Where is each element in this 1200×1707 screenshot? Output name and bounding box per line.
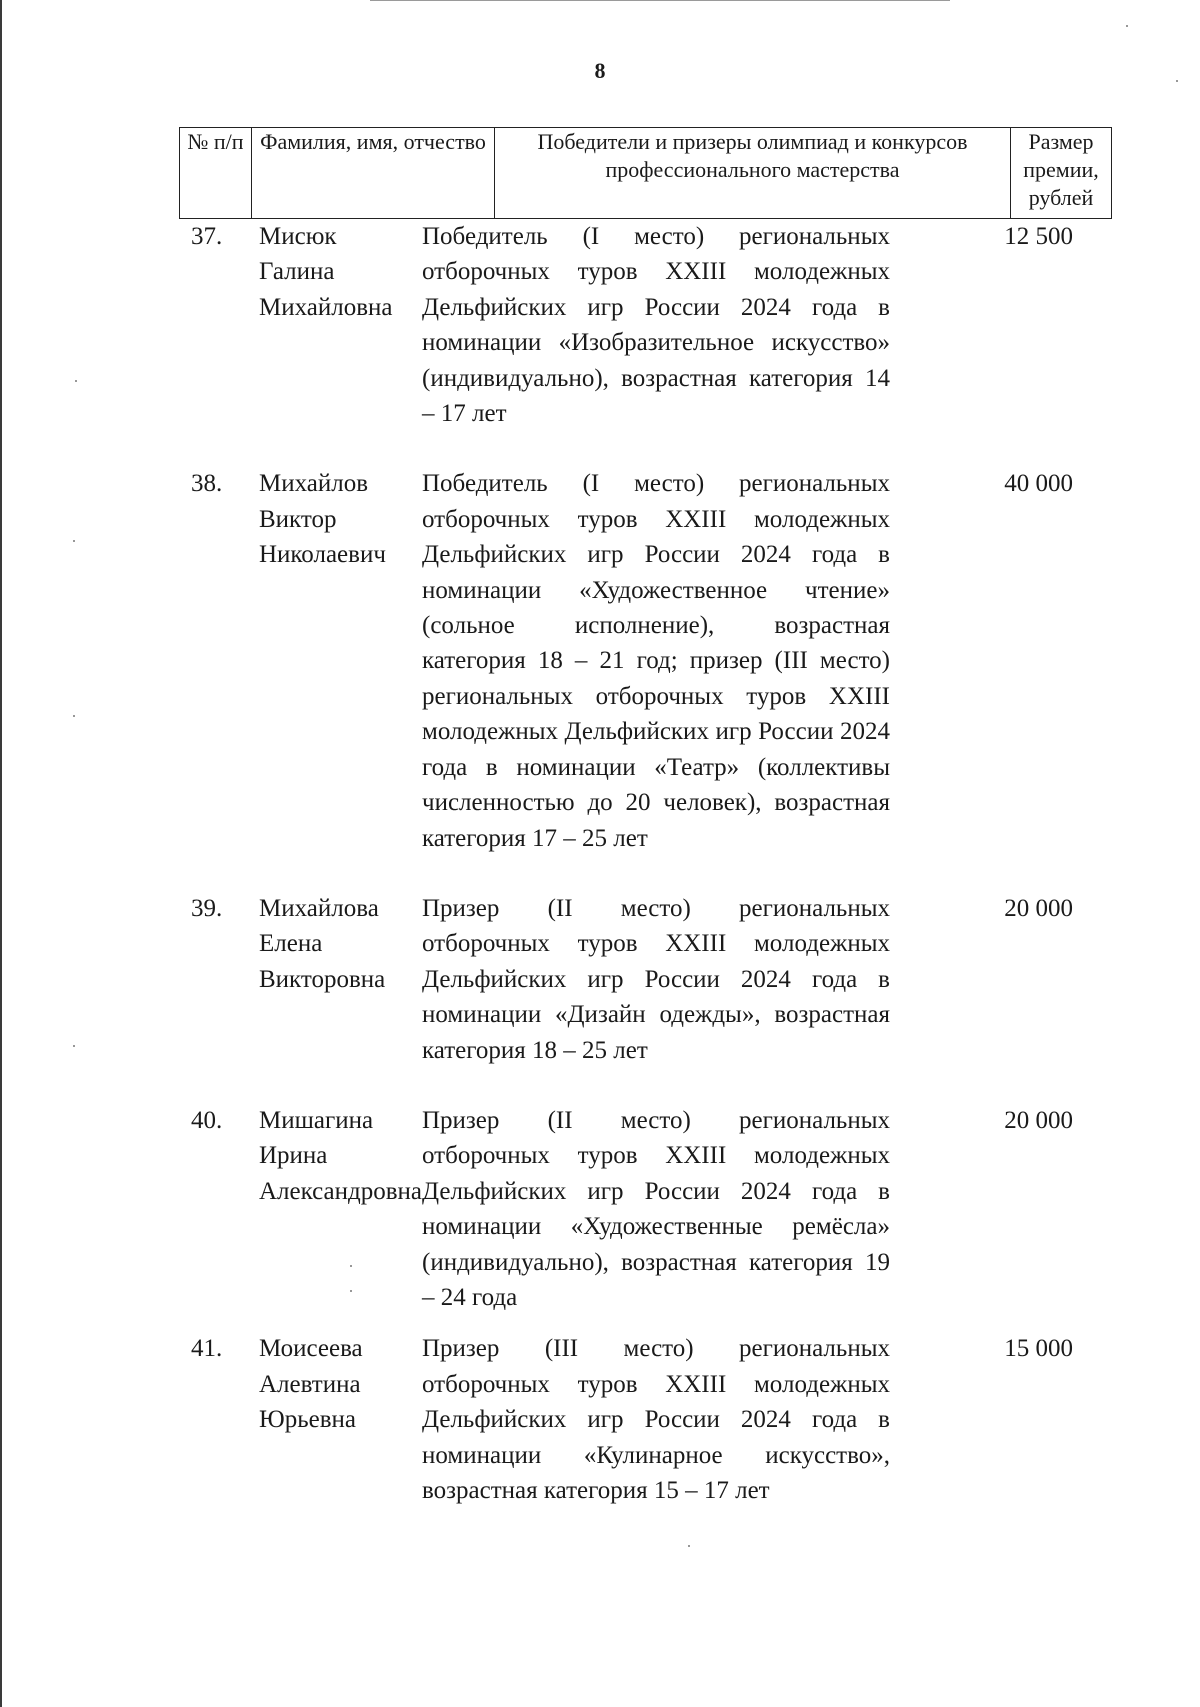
row-name	[179, 466, 422, 855]
row-number: 38.	[191, 470, 223, 498]
scan-speck	[350, 1265, 352, 1267]
table-row	[179, 219, 1111, 431]
row-description: Призер (II место) региональных отборочных туров XXIII молодежных Дельфийских игр России 2024 года в номинации «Дизайн одежды», возрастная категория 18 – 25 лет	[422, 894, 890, 1064]
row-number: 40.	[191, 1106, 223, 1134]
table-header	[179, 127, 1112, 219]
row-number: 37.	[191, 223, 223, 250]
header-number: № п/п	[180, 128, 252, 219]
row-number: 41.	[191, 1335, 223, 1363]
table-body	[179, 219, 1111, 1508]
first-name: Елена	[259, 930, 323, 958]
row-amount: 12 500	[1004, 223, 1073, 250]
scan-speck	[73, 1045, 75, 1047]
patronymic: Викторовна	[259, 965, 386, 993]
row-name	[179, 1331, 422, 1508]
patronymic: Александровна	[259, 1177, 423, 1205]
first-name: Ирина	[259, 1142, 328, 1170]
header-name: Фамилия, имя, отчество	[252, 128, 495, 219]
row-amount: 20 000	[1004, 894, 1073, 922]
surname: Мисюк	[259, 223, 337, 250]
table-row	[179, 891, 1111, 1068]
row-amount: 20 000	[1004, 1106, 1073, 1134]
row-description: Призер (III место) региональных отборочных туров XXIII молодежных Дельфийских игр России 2024 года в номинации «Кулинарное искусство», возрастная категория 15 – 17 лет	[422, 1335, 890, 1504]
top-rule	[370, 0, 950, 1]
scan-speck	[350, 1290, 352, 1292]
table-row	[179, 1103, 1111, 1315]
row-description: Победитель (I место) региональных отборочных туров XXIII молодежных Дельфийских игр России 2024 года в номинации «Художественное чтение» (сольное исполнение), возрастная категория 18 – 21 год; призер (III место) региональных отборочных туров XXIII молодежных Дельфийских игр России 2024 года в номинации «Театр» (коллективы численностью до 20 человек), возрастная категория 17 – 25 лет	[422, 470, 890, 852]
scan-speck	[75, 380, 77, 382]
row-amount: 15 000	[1004, 1335, 1073, 1363]
scan-speck	[73, 715, 75, 717]
row-name	[179, 891, 422, 1068]
header-amount: Размер премии, рублей	[1011, 128, 1112, 219]
first-name: Виктор	[259, 505, 337, 533]
surname: Мишагина	[259, 1106, 374, 1134]
patronymic: Юрьевна	[259, 1406, 356, 1434]
row-description: Победитель (I место) региональных отборочных туров XXIII молодежных Дельфийских игр России 2024 года в номинации «Изобразительное искусство» (индивидуально), возрастная категория 14 – 17 лет	[422, 223, 890, 428]
first-name: Алевтина	[259, 1370, 361, 1398]
row-number: 39.	[191, 894, 223, 922]
patronymic: Михайловна	[259, 293, 393, 321]
patronymic: Николаевич	[259, 541, 386, 569]
row-name	[179, 219, 422, 431]
row-description: Призер (II место) региональных отборочных туров XXIII молодежных Дельфийских игр России 2024 года в номинации «Художественные ремёсла» (индивидуально), возрастная категория 19 – 24 года	[422, 1106, 890, 1311]
scan-speck	[1176, 80, 1178, 82]
surname: Михайлов	[259, 470, 369, 498]
page-number: 8	[594, 58, 606, 83]
scan-speck	[688, 1545, 690, 1547]
table-row	[179, 466, 1111, 855]
table-row	[179, 1331, 1111, 1508]
first-name: Галина	[259, 258, 335, 286]
header-achievement: Победители и призеры олимпиад и конкурсов профессионального мастерства	[495, 128, 1011, 219]
scan-speck	[73, 540, 75, 542]
page-left-edge	[0, 0, 2, 1707]
row-name	[179, 1103, 422, 1315]
surname: Михайлова	[259, 894, 379, 922]
scan-speck	[1126, 25, 1128, 27]
row-amount: 40 000	[1004, 470, 1073, 498]
surname: Моисеева	[259, 1335, 363, 1363]
